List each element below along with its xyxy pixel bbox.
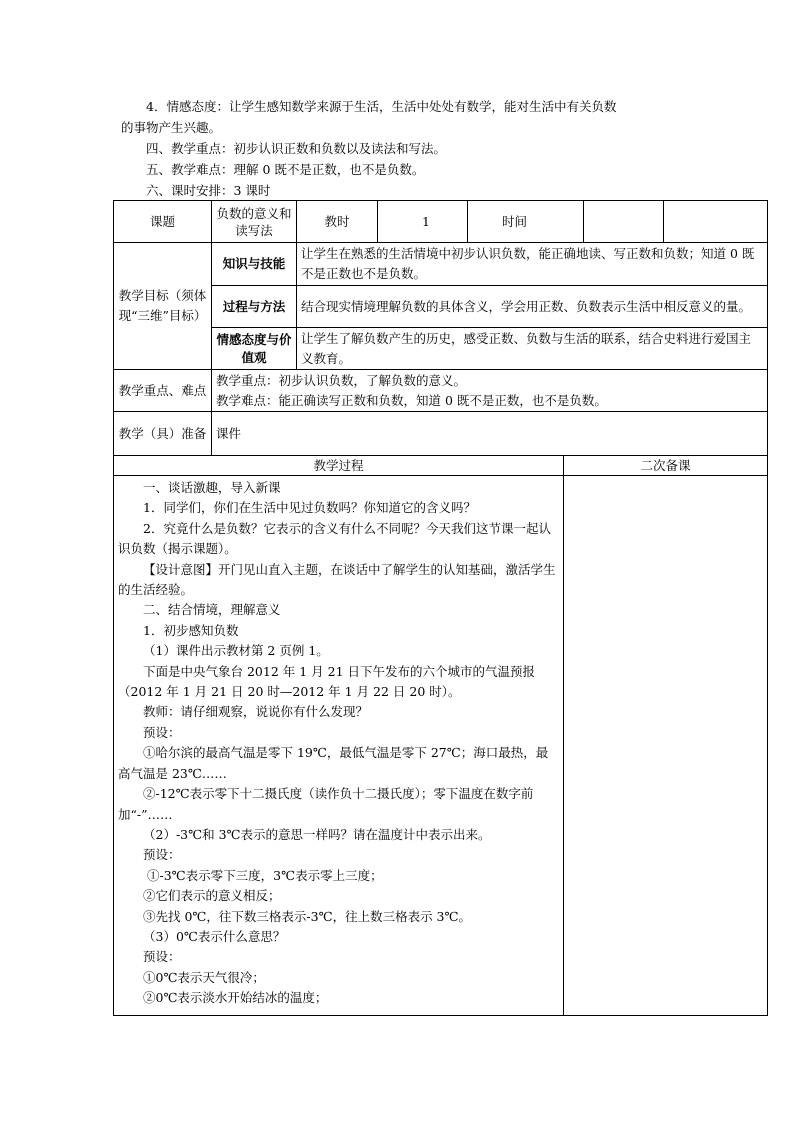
intro-line-difficulty: 五、教学难点：理解 0 既不是正数，也不是负数。 bbox=[146, 162, 425, 177]
key-difficulty-label: 教学重点、难点 bbox=[114, 370, 212, 412]
process-line: 下面是中央气象台 2012 年 1 月 21 日下午发布的六个城市的气温预报（2012 年 1 月 21 日 20 时—2012 年 1 月 22 日 20 时）。 bbox=[118, 663, 536, 700]
process-line: ②-12℃表示零下十二摄氏度（读作负十二摄氏度）；零下温度在数字前加“-”…… bbox=[118, 786, 534, 822]
notes-content bbox=[564, 476, 768, 1016]
goal-emotion-label: 情感态度与价值观 bbox=[212, 328, 297, 370]
process-line: ①-3℃表示零下三度，3℃表示零上三度； bbox=[147, 867, 383, 883]
goal-process-label: 过程与方法 bbox=[212, 286, 297, 328]
time-value-extra bbox=[664, 201, 768, 243]
goal-row-process bbox=[114, 286, 768, 328]
notes-header: 二次备课 bbox=[564, 456, 768, 476]
process-header: 教学过程 bbox=[114, 456, 564, 476]
process-content bbox=[114, 476, 564, 1016]
topic-value: 负数的意义和读写法 bbox=[212, 201, 297, 243]
process-line: ②0℃表示淡水开始结冰的温度； bbox=[143, 990, 328, 1006]
process-row bbox=[114, 476, 768, 1016]
process-line: 预设： bbox=[143, 724, 181, 740]
process-line: （3）0℃表示什么意思？ bbox=[143, 928, 286, 944]
process-line: 1．初步感知负数 bbox=[143, 622, 239, 638]
process-line: 预设： bbox=[143, 949, 181, 965]
prep-row bbox=[114, 412, 768, 456]
goal-row-knowledge bbox=[114, 243, 768, 286]
prep-value: 课件 bbox=[212, 412, 768, 456]
intro-line-key-point: 四、教学重点：初步认识正数和负数以及读法和写法。 bbox=[146, 141, 447, 156]
goal-knowledge-text: 让学生在熟悉的生活情境中初步认识负数，能正确地读、写正数和负数；知道 0 既不是正数也不是负数。 bbox=[297, 243, 768, 286]
process-line: ①哈尔滨的最高气温是零下 19℃，最低气温是零下 27℃；海口最热，最高气温是 23℃…… bbox=[118, 745, 549, 781]
time-value bbox=[584, 201, 664, 243]
header-row bbox=[114, 201, 768, 243]
difficulty-text: 教学难点：能正确读写正数和负数，知道 0 既不是正数，也不是负数。 bbox=[216, 392, 607, 408]
key-difficulty-cell bbox=[212, 370, 768, 412]
process-line: （1）课件出示教材第 2 页例 1。 bbox=[143, 643, 329, 659]
intro-line-schedule: 六、课时安排：3 课时 bbox=[146, 183, 271, 198]
process-line: ③先找 0℃，往下数三格表示-3℃，往上数三格表示 3℃。 bbox=[143, 908, 471, 924]
key-point-text: 教学重点：初步认识负数，了解负数的意义。 bbox=[216, 372, 467, 388]
process-line: ②它们表示的意义相反； bbox=[143, 888, 281, 904]
process-line: 1．同学们，你们在生活中见过负数吗？你知道它的含义吗？ bbox=[143, 500, 476, 516]
goals-label: 教学目标（须体现“三维”目标） bbox=[114, 243, 212, 370]
intro-line-emotion-cont: 的事物产生兴趣。 bbox=[121, 120, 222, 135]
goal-emotion-text: 让学生了解负数产生的历史，感受正数、负数与生活的联系，结合史料进行爱国主义教育。 bbox=[297, 328, 768, 370]
goal-row-emotion bbox=[114, 328, 768, 370]
goal-process-text: 结合现实情境理解负数的具体含义，学会用正数、负数表示生活中相反意义的量。 bbox=[297, 286, 768, 328]
process-line: ①0℃表示天气很冷； bbox=[143, 969, 265, 985]
time-label: 时间 bbox=[468, 201, 584, 243]
lesson-plan-table bbox=[113, 200, 768, 1016]
goal-knowledge-label: 知识与技能 bbox=[212, 243, 297, 286]
process-header-row bbox=[114, 456, 768, 476]
prep-label: 教学（具）准备 bbox=[114, 412, 212, 456]
intro-line-emotion: 4．情感态度：让学生感知数学来源于生活，生活中处处有数学，能对生活中有关负数 bbox=[146, 99, 617, 114]
period-label: 教时 bbox=[297, 201, 378, 243]
key-difficulty-row bbox=[114, 370, 768, 412]
topic-label: 课题 bbox=[114, 201, 212, 243]
process-line: 教师：请仔细观察，说说你有什么发现？ bbox=[143, 704, 369, 720]
process-line: 【设计意图】开门见山直入主题，在谈话中了解学生的认知基础，激活学生的生活经验。 bbox=[118, 561, 556, 598]
period-value: 1 bbox=[378, 201, 468, 243]
process-line: 2．究竟什么是负数？它表示的含义有什么不同呢？今天我们这节课一起认识负数（揭示课题）。 bbox=[118, 520, 551, 557]
process-line: 二、结合情境，理解意义 bbox=[143, 602, 281, 618]
process-line: （2）-3℃和 3℃表示的意思一样吗？请在温度计中表示出来。 bbox=[143, 826, 491, 842]
process-line: 预设： bbox=[143, 847, 181, 863]
process-line: 一、谈话激趣，导入新课 bbox=[143, 480, 281, 495]
